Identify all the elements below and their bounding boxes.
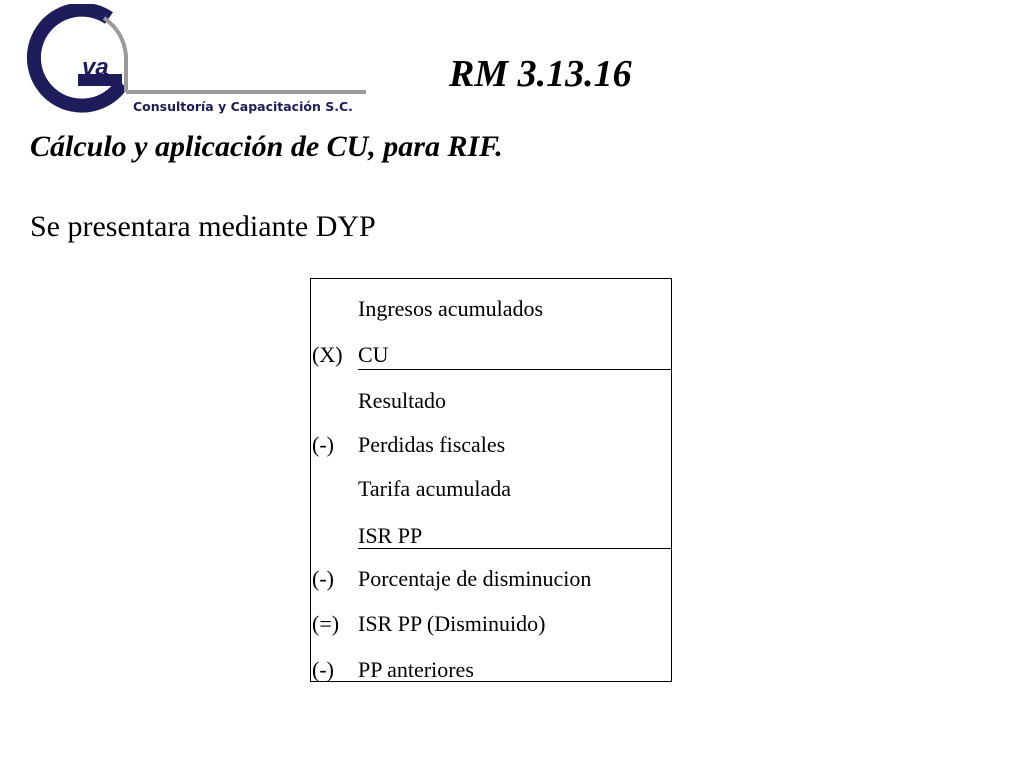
company-logo — [6, 4, 368, 116]
slide-subtitle: Cálculo y aplicación de CU, para RIF. — [30, 130, 503, 163]
row-label: Porcentaje de disminucion — [358, 566, 592, 591]
row-label: Resultado — [358, 388, 446, 413]
row-operator: (=) — [312, 611, 340, 636]
row-label: ISR PP — [358, 523, 423, 548]
row-operator: (-) — [312, 657, 334, 682]
row-label: Tarifa acumulada — [358, 476, 511, 501]
row-label: ISR PP (Disminuido) — [358, 611, 546, 636]
subtotal-rule — [358, 548, 671, 549]
row-operator: (-) — [312, 432, 334, 457]
row-label: PP anteriores — [358, 657, 474, 682]
slide-note: Se presentara mediante DYP — [30, 210, 376, 243]
row-label: Perdidas fiscales — [358, 432, 506, 457]
logo-mark-text: va — [82, 54, 109, 81]
row-label: CU — [358, 342, 389, 367]
row-operator: (X) — [312, 342, 343, 367]
calculation-table — [310, 278, 672, 682]
subtotal-rule — [358, 369, 671, 370]
company-name: Consultoría y Capacitación S.C. — [133, 99, 353, 114]
row-operator: (-) — [312, 566, 334, 591]
slide-title: RM 3.13.16 — [449, 53, 632, 95]
row-label: Ingresos acumulados — [358, 296, 544, 321]
